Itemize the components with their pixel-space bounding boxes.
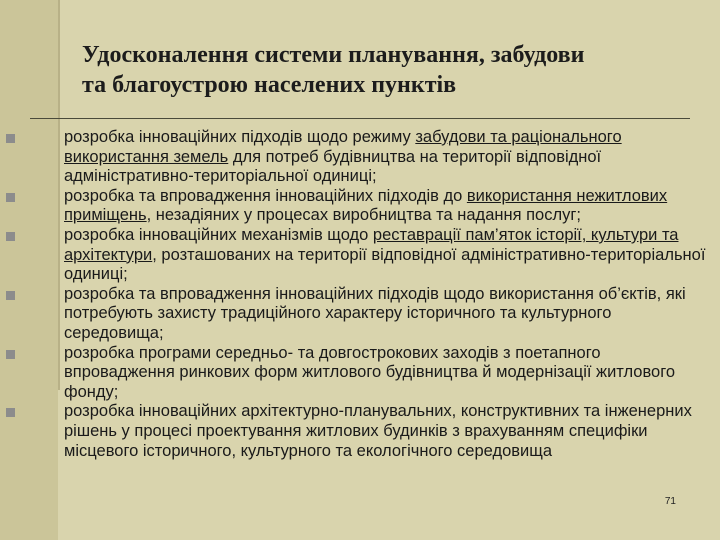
bullet-item	[6, 226, 706, 285]
bullet-item	[6, 402, 706, 461]
bullet-list	[6, 128, 706, 461]
bullet-text: для потреб будівництва на території відповідної адміністративно-територіальної одиниці;	[64, 147, 602, 186]
bullet-underlined-text: реставрації пам’яток історії, культури та архітектури	[64, 225, 679, 264]
bullet-item	[6, 128, 706, 187]
bullet-item	[6, 344, 706, 403]
square-bullet-icon	[6, 134, 15, 143]
bullet-underlined-text: забудови та раціонального використання земель	[64, 128, 622, 166]
bullet-text: розробка інноваційних механізмів щодо	[64, 225, 373, 244]
title-line-2: та благоустрою населених пунктів	[82, 72, 457, 98]
title-divider	[30, 118, 690, 119]
square-bullet-icon	[6, 193, 15, 202]
square-bullet-icon	[6, 350, 15, 359]
square-bullet-icon	[6, 291, 15, 300]
slide-number: 71	[664, 496, 676, 507]
bullet-text: розробка програми середньо- та довгострокових заходів з поетапного впровадження ринкових форм житлового будівництва й модернізації житлового фонду;	[64, 343, 676, 401]
bullet-item	[6, 285, 706, 344]
bullet-item	[6, 187, 706, 226]
slide-title	[82, 40, 702, 100]
title-line-1: Удосконалення системи планування, забудови	[82, 42, 585, 68]
bullet-text: розробка інноваційних підходів щодо режиму	[64, 128, 416, 146]
bullet-text: розробка та впровадження інноваційних підходів щодо використання об’єктів, які потребують захисту традиційного характеру історичного та культурного середовища;	[64, 284, 686, 342]
square-bullet-icon	[6, 408, 15, 417]
bullet-text: розробка інноваційних архітектурно-планувальних, конструктивних та інженерних рішень у процесі проектування житлових будинків з врахуванням специфіки місцевого історичного, культурного та екологічного середовища	[64, 402, 692, 460]
bullet-underlined-text: використання нежитлових приміщень	[64, 186, 668, 225]
bullet-text: , розташованих на території відповідної адміністративно-територіальної одиниці;	[64, 245, 706, 284]
bullet-text: розробка та впровадження інноваційних підходів до	[64, 186, 467, 205]
square-bullet-icon	[6, 232, 15, 241]
bullet-text: , незадіяних у процесах виробництва та надання послуг;	[146, 206, 581, 225]
